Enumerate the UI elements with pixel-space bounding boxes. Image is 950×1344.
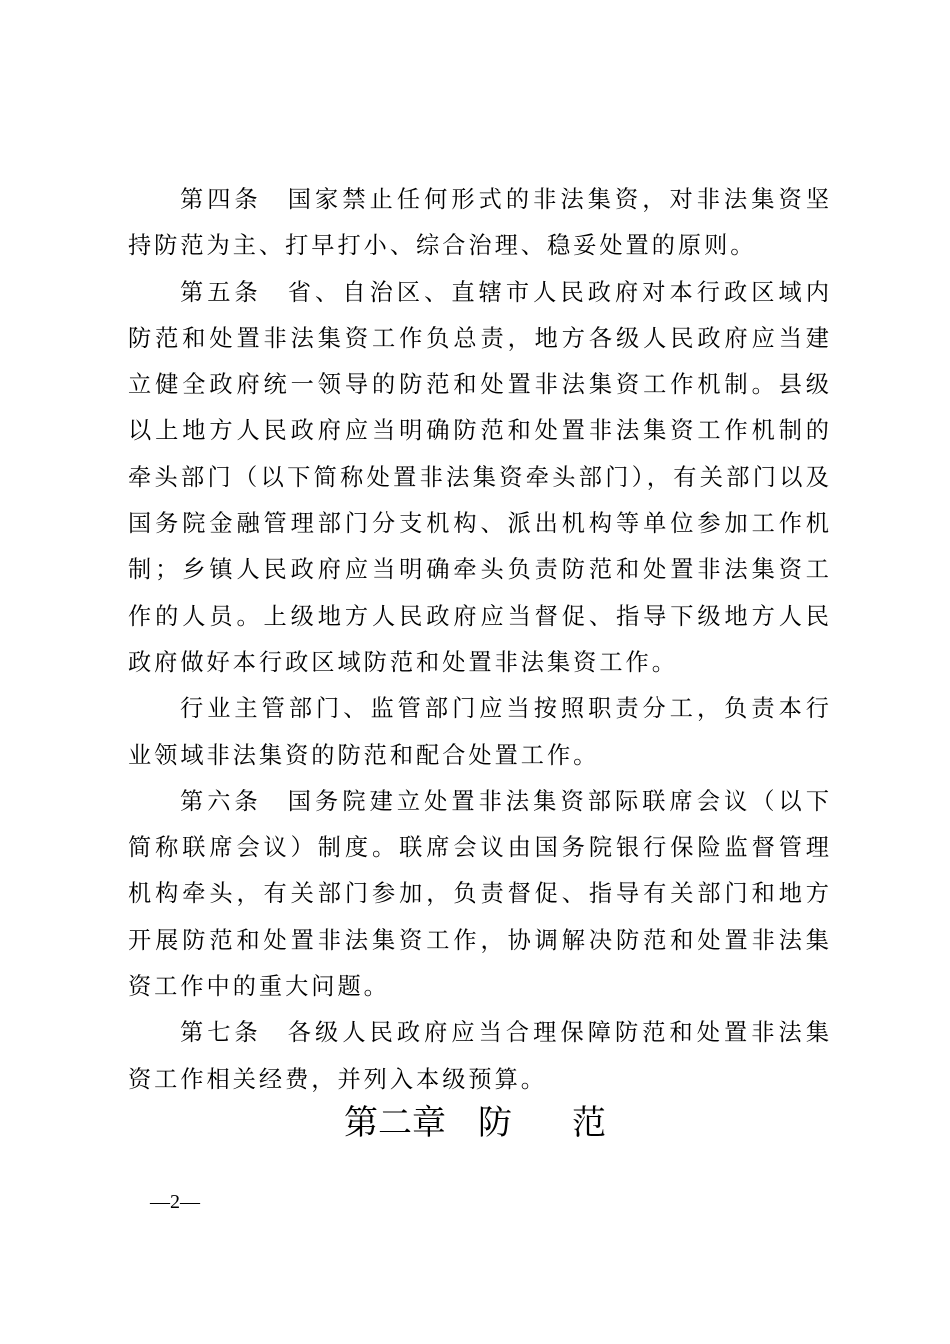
article-5 bbox=[128, 270, 832, 687]
article-text: 省、自治区、直辖市人民政府对本行政区域内防范和处置非法集资工作负总责，地方各级人民政府应当建立健全政府统一领导的防范和处置非法集资工作机制。县级以上地方人民政府应当明确防范和处置非法集资工作机制的牵头部门（以下简称处置非法集资牵头部门），有关部门以及国务院金融管理部门分支机构、派出机构等单位参加工作机制；乡镇人民政府应当明确牵头负责防范和处置非法集资工作的人员。上级地方人民政府应当督促、指导下级地方人民政府做好本行政区域防范和处置非法集资工作。 bbox=[128, 278, 833, 676]
article-label: 第六条 bbox=[180, 787, 262, 815]
article-7 bbox=[128, 1010, 832, 1103]
document-body bbox=[128, 177, 832, 1103]
page-number: —2— bbox=[150, 1191, 200, 1213]
article-label: 第四条 bbox=[180, 186, 262, 213]
chapter-title-char-1: 防 bbox=[478, 1103, 512, 1143]
article-text: 行业主管部门、监管部门应当按照职责分工，负责本行业领域非法集资的防范和配合处置工作。 bbox=[128, 695, 832, 769]
chapter-title-char-2: 范 bbox=[572, 1103, 606, 1143]
article-text: 各级人民政府应当合理保障防范和处置非法集资工作相关经费，并列入本级预算。 bbox=[128, 1019, 833, 1093]
article-text: 国务院建立处置非法集资部际联席会议（以下简称联席会议）制度。联席会议由国务院银行保险监督管理机构牵头，有关部门参加，负责督促、指导有关部门和地方开展防范和处置非法集资工作，协调解决防范和处置非法集资工作中的重大问题。 bbox=[128, 787, 833, 1001]
chapter-heading bbox=[0, 1093, 950, 1153]
article-5-paragraph-2 bbox=[128, 686, 832, 779]
article-6 bbox=[128, 779, 832, 1010]
chapter-number: 第二章 bbox=[344, 1103, 446, 1143]
article-label: 第七条 bbox=[180, 1019, 262, 1047]
article-label: 第五条 bbox=[180, 278, 262, 306]
article-text: 国家禁止任何形式的非法集资，对非法集资坚持防范为主、打早打小、综合治理、稳妥处置的原则。 bbox=[128, 186, 833, 260]
article-4 bbox=[128, 177, 832, 270]
